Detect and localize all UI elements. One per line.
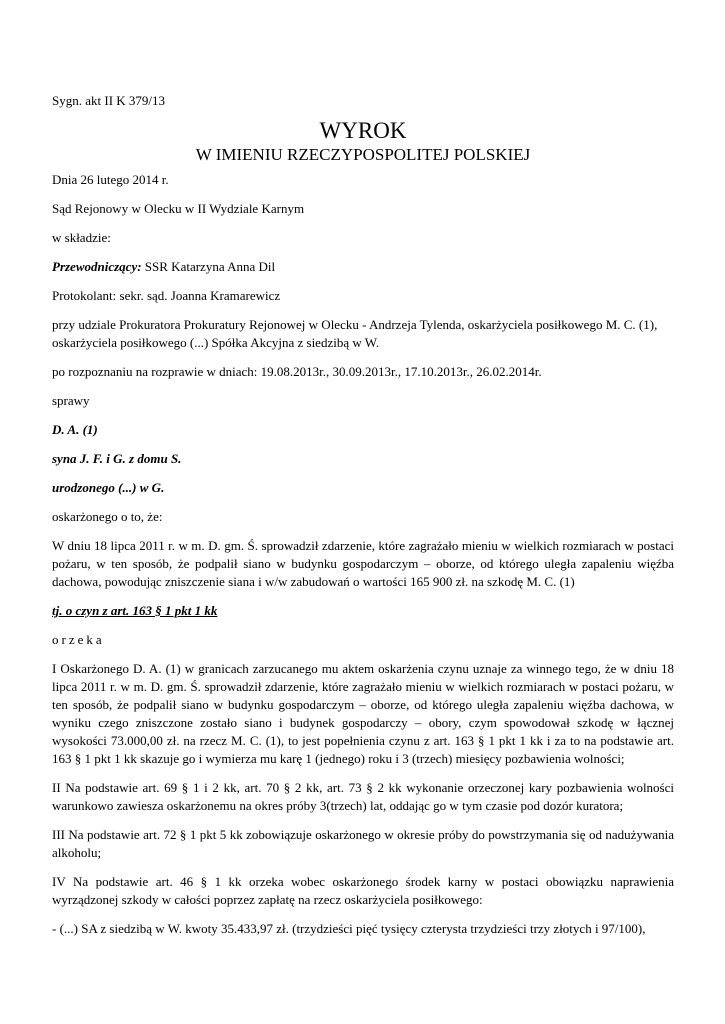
document-subtitle: W IMIENIU RZECZYPOSPOLITEJ POLSKIEJ [195, 145, 531, 164]
defendant-name: D. A. (1) [52, 422, 98, 437]
case-signature: Sygn. akt II K 379/13 [52, 93, 166, 108]
ruling-label: orzeka [52, 632, 105, 647]
accused-of-label: oskarżonego o to, że: [52, 509, 163, 524]
clerk-line: Protokolant: sekr. sąd. Joanna Kramarewicz [52, 288, 281, 303]
ruling-point-2: II Na podstawie art. 69 § 1 i 2 kk, art. 70 § 2 kk, art. 73 § 2 kk wykonanie orzeczonej kary pozbawienia wolności warunkowo zawiesza oskarżonemu na okres próby 3(trzech) lat, oddając go w tym czasie pod dozór kuratora; [52, 780, 674, 813]
hearing-dates: po rozpoznaniu na rozprawie w dniach: 19.08.2013r., 30.09.2013r., 17.10.2013r., 26.02.2014r. [52, 364, 542, 379]
judgment-date: Dnia 26 lutego 2014 r. [52, 172, 169, 187]
chair-name: SSR Katarzyna Anna Dil [141, 259, 276, 274]
document-title: WYROK [319, 118, 407, 143]
composition-label: w składzie: [52, 230, 111, 245]
ruling-point-4: IV Na podstawie art. 46 § 1 kk orzeka wobec oskarżonego środek karny w postaci obowiązku naprawienia wyrządzonej szkody w całości poprzez zapłatę na rzecz oskarżyciela posiłkowego: [52, 874, 674, 907]
participants-paragraph: przy udziale Prokuratora Prokuratury Rejonowej w Olecku - Andrzeja Tylenda, oskarżyciela posiłkowego M. C. (1), oskarżyciela posiłkowego (...) Spółka Akcyjna z siedzibą w W. [52, 317, 658, 350]
court-name: Sąd Rejonowy w Olecku w II Wydziale Karnym [52, 201, 305, 216]
charge-paragraph: W dniu 18 lipca 2011 r. w m. D. gm. Ś. sprowadził zdarzenie, które zagrażało mieniu w wielkich rozmiarach w postaci pożaru, w ten sposób, że podpalił siano w budynku gospodarczym – oborze, od którego uległa zapaleniu więźba dachowa, powodując zniszczenie siana i w/w zabudowań o wartości 165 900 zł. na szkodę M. C. (1) [52, 538, 674, 589]
defendant-birth: urodzonego (...) w G. [52, 480, 165, 495]
ruling-point-3: III Na podstawie art. 72 § 1 pkt 5 kk zobowiązuje oskarżonego w okresie próby do powstrzymania się od nadużywania alkoholu; [52, 827, 674, 860]
defendant-parents: syna J. F. i G. z domu S. [52, 451, 182, 466]
legal-basis: tj. o czyn z art. 163 § 1 pkt 1 kk [52, 603, 218, 618]
chair-line [52, 258, 674, 276]
case-label: sprawy [52, 393, 90, 408]
chair-label: Przewodniczący: [52, 259, 142, 274]
judgment-document [52, 92, 674, 949]
ruling-point-4-item: - (...) SA z siedzibą w W. kwoty 35.433,97 zł. (trzydzieści pięć tysięcy czterysta trzydzieści trzy złotych i 97/100), [52, 921, 646, 936]
ruling-point-1: I Oskarżonego D. A. (1) w granicach zarzucanego mu aktem oskarżenia czynu uznaje za winnego tego, że w dniu 18 lipca 2011 r. w m. D. gm. Ś. sprowadził zdarzenie, które zagrażało mieniu w wielkich rozmiarach w postaci pożaru, w ten sposób, że podpalił siano w budynku gospodarczym – oborze, od którego uległa zapaleniu więźba dachowa, w wyniku czego zniszczone zostało siano i budynek gospodarczy – obory, czym spowodował szkodę w łącznej wysokości 73.000,00 zł. na rzecz M. C. (1), to jest popełnienia czynu z art. 163 § 1 pkt 1 kk i za to na podstawie art. 163 § 1 pkt 1 kk skazuje go i wymierza mu karę 1 (jednego) roku i 3 (trzech) miesięcy pozbawienia wolności; [52, 661, 674, 766]
